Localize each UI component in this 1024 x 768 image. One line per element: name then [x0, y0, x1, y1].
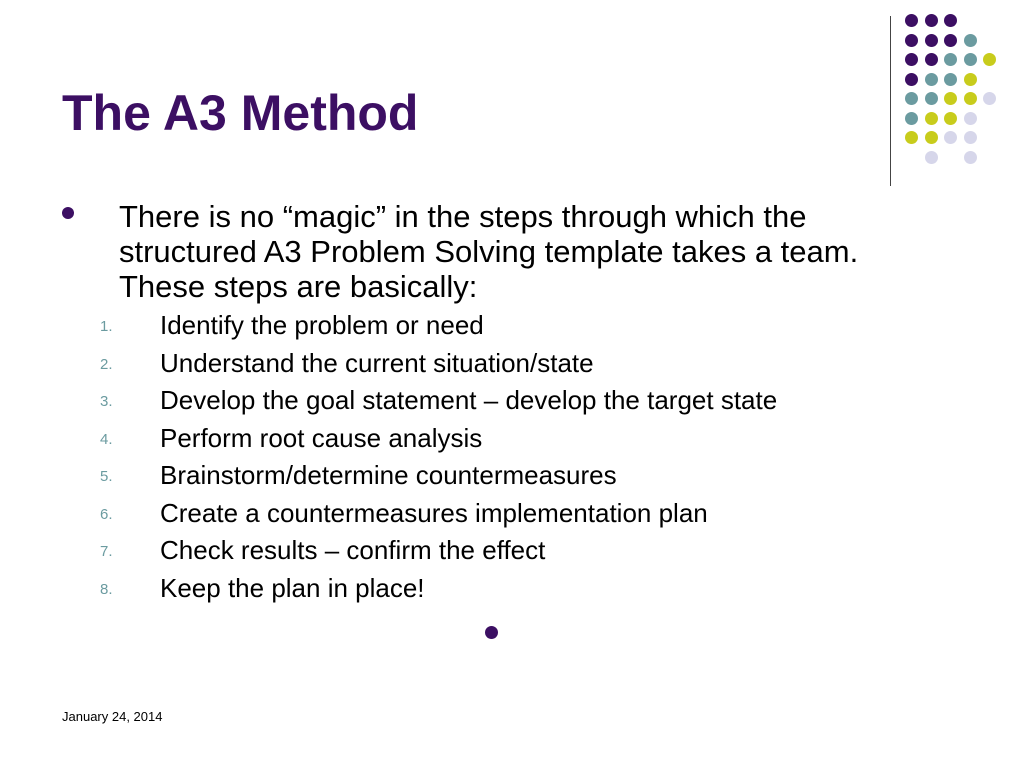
decorative-dot: [964, 34, 977, 47]
decorative-dot-grid: [905, 14, 1015, 164]
steps-list: [100, 310, 950, 610]
step-item: [100, 385, 950, 423]
step-label: Perform root cause analysis: [160, 422, 483, 453]
decorative-dot: [905, 131, 918, 144]
step-number: 7.: [100, 543, 113, 560]
decorative-dot: [983, 53, 996, 66]
decorative-dot: [925, 14, 938, 27]
step-number: 4.: [100, 430, 113, 448]
decorative-dot: [944, 73, 957, 86]
step-number: 8.: [100, 580, 113, 598]
decorative-dot: [905, 73, 918, 86]
step-number: 3.: [100, 393, 113, 410]
decorative-dot: [944, 53, 957, 66]
decorative-dot: [964, 112, 977, 125]
step-label: Check results – confirm the effect: [160, 535, 546, 565]
decorative-dot: [905, 53, 918, 66]
slide-title: The A3 Method: [62, 85, 419, 141]
decorative-dot: [944, 131, 957, 144]
main-bullet: [62, 199, 922, 304]
decorative-dot: [905, 14, 918, 27]
decorative-dot: [944, 112, 957, 125]
decorative-dot: [964, 131, 977, 144]
step-label: Understand the current situation/state: [160, 347, 594, 378]
step-item: [100, 573, 950, 611]
decorative-dot: [964, 73, 977, 86]
empty-bullet-icon: [485, 626, 498, 639]
step-item: [100, 535, 950, 573]
decorative-dot: [925, 34, 938, 47]
step-number: 2.: [100, 355, 113, 373]
decorative-dot: [905, 92, 918, 105]
decorative-dot: [944, 14, 957, 27]
decorative-dot: [905, 34, 918, 47]
decorative-dot: [964, 151, 977, 164]
decorative-dot: [964, 92, 977, 105]
step-item: [100, 498, 950, 536]
decorative-dot: [925, 151, 938, 164]
step-number: 6.: [100, 505, 113, 523]
decorative-dot: [964, 53, 977, 66]
bullet-marker-icon: [62, 207, 74, 219]
decorative-dot: [983, 92, 996, 105]
main-bullet-text: There is no “magic” in the steps through which the structured A3 Problem Solving template takes a team. These steps are basically:: [119, 199, 859, 304]
decorative-dot: [925, 92, 938, 105]
decorative-dot: [925, 131, 938, 144]
step-item: [100, 460, 950, 498]
step-label: Brainstorm/determine countermeasures: [160, 460, 617, 490]
step-item: [100, 310, 950, 348]
decorative-dot: [925, 112, 938, 125]
decorative-dot: [925, 73, 938, 86]
footer-date: January 24, 2014: [62, 709, 163, 724]
step-number: 1.: [100, 318, 113, 335]
decorative-dot: [944, 92, 957, 105]
step-item: [100, 348, 950, 386]
title-divider-line: [890, 16, 891, 186]
step-label: Identify the problem or need: [160, 310, 484, 340]
decorative-dot: [944, 34, 957, 47]
decorative-dot: [925, 53, 938, 66]
step-label: Keep the plan in place!: [160, 572, 425, 603]
step-number: 5.: [100, 468, 113, 485]
step-label: Develop the goal statement – develop the target state: [160, 385, 778, 415]
decorative-dot: [905, 112, 918, 125]
step-item: [100, 423, 950, 461]
step-label: Create a countermeasures implementation plan: [160, 497, 708, 528]
